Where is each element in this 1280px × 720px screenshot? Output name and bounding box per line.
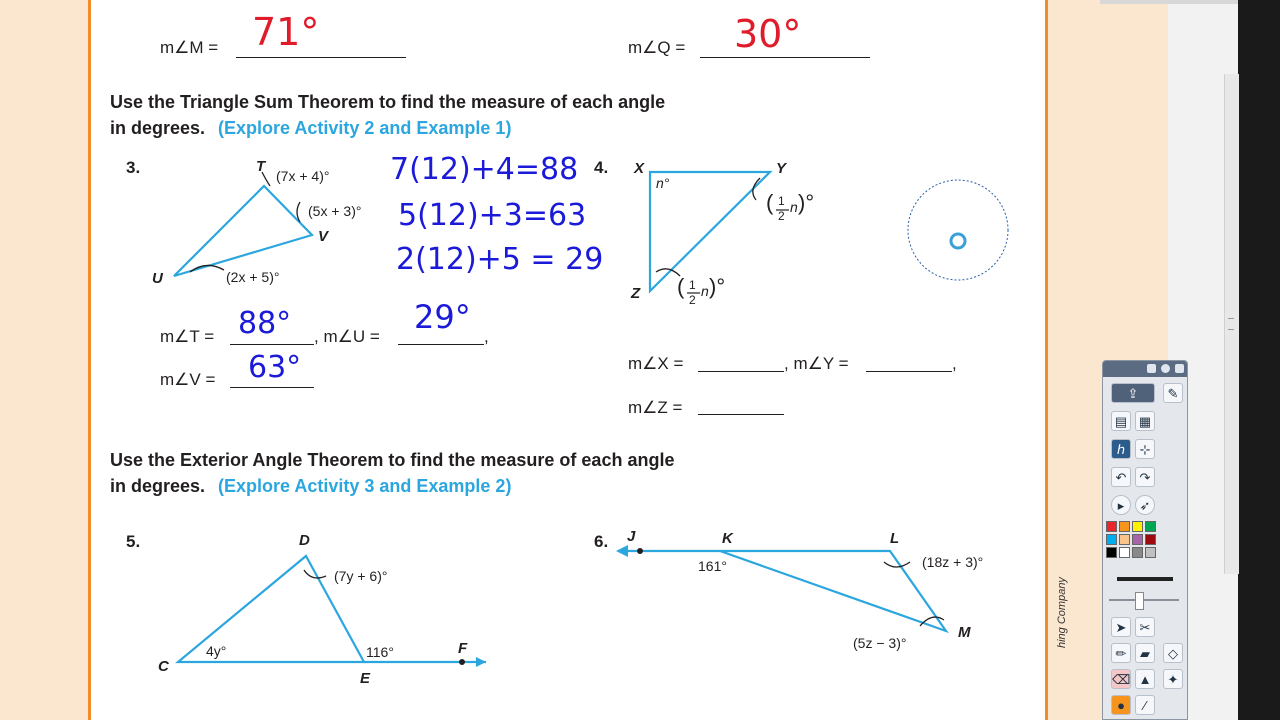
stroke-size-indicator xyxy=(1117,577,1173,581)
vertex-x-label: X xyxy=(634,160,645,177)
m-q-handwritten-answer: 30° xyxy=(734,12,802,56)
stamp-icon[interactable]: ▲ xyxy=(1135,669,1155,689)
screen-share-icon[interactable]: ⇪ xyxy=(1111,383,1155,403)
ans-v-label: m∠V = xyxy=(160,370,216,389)
problem5-number: 5. xyxy=(126,532,141,551)
angle-z-paren-open: ( xyxy=(677,274,685,299)
vertex-u-label: U xyxy=(152,270,163,287)
angle-y-numerator: 1 xyxy=(778,194,785,208)
point-j xyxy=(637,548,643,554)
play-icon[interactable]: ▸ xyxy=(1111,495,1131,515)
fill-icon[interactable]: ● xyxy=(1111,695,1131,715)
menu-icon[interactable] xyxy=(1161,364,1170,373)
slider-thumb[interactable] xyxy=(1135,592,1144,610)
ans-u-label: , m∠U = xyxy=(314,327,380,346)
color-green[interactable] xyxy=(1145,521,1156,532)
angle-c-expression: 4y° xyxy=(206,643,227,659)
section1-heading-line1: Use the Triangle Sum Theorem to find the measure of each angle xyxy=(110,92,666,112)
pen-icon[interactable]: ✏ xyxy=(1111,643,1131,663)
color-peach[interactable] xyxy=(1119,534,1130,545)
section1-reference-link[interactable]: (Explore Activity 2 and Example 1) xyxy=(218,118,512,138)
color-red[interactable] xyxy=(1106,521,1117,532)
shape-icon[interactable]: ◇ xyxy=(1163,643,1183,663)
color-gray[interactable] xyxy=(1132,547,1143,558)
angle-v-expression: (5x + 3)° xyxy=(308,203,362,219)
undo-icon[interactable]: ↶ xyxy=(1111,467,1131,487)
angle-y-denominator: 2 xyxy=(778,209,785,223)
ans-t-line xyxy=(230,344,314,345)
vertex-y-label: Y xyxy=(776,160,787,177)
loading-cursor xyxy=(951,234,965,248)
eraser-icon[interactable]: ⌫ xyxy=(1111,669,1131,689)
line-icon[interactable]: ∕ xyxy=(1135,695,1155,715)
angle-z-paren-close: )° xyxy=(709,274,726,299)
redo-icon[interactable]: ↷ xyxy=(1135,467,1155,487)
ans-z-line xyxy=(698,414,784,415)
pen-settings-icon[interactable]: ✎ xyxy=(1163,383,1183,403)
color-orange[interactable] xyxy=(1119,521,1130,532)
angle-y-variable: n xyxy=(790,199,798,215)
work-line-1: 7(12)+4=88 xyxy=(390,152,579,187)
toolbar-titlebar[interactable] xyxy=(1103,361,1187,377)
problem4-number: 4. xyxy=(594,158,609,177)
vertex-e-label: E xyxy=(360,670,371,687)
ans-u-line xyxy=(398,344,484,345)
angle-t-expression: (7x + 4)° xyxy=(276,168,330,184)
angle-y-paren-open: ( xyxy=(766,190,774,215)
ans-x-line xyxy=(698,371,784,372)
work-line-3: 2(12)+5 = 29 xyxy=(396,242,604,277)
angle-z-numerator: 1 xyxy=(689,278,696,292)
page-icon[interactable]: ▤ xyxy=(1111,411,1131,431)
vertex-v-label: V xyxy=(318,228,329,245)
angle-z-denominator: 2 xyxy=(689,293,696,307)
publisher-watermark: hing Company xyxy=(1056,577,1068,648)
vertex-t-label: T xyxy=(256,158,266,175)
color-black[interactable] xyxy=(1106,547,1117,558)
ans-y-trailing-comma: , xyxy=(952,354,957,373)
ans-v-handwritten: 63° xyxy=(248,350,302,385)
section2-heading-line1: Use the Exterior Angle Theorem to find the measure of each angle xyxy=(110,450,675,470)
triangle-klm xyxy=(720,551,946,631)
color-purple[interactable] xyxy=(1132,534,1143,545)
ans-y-label: , m∠Y = xyxy=(784,354,849,373)
color-white[interactable] xyxy=(1119,547,1130,558)
handwriting-icon[interactable]: ℎ xyxy=(1111,439,1131,459)
triangle-tuv xyxy=(174,186,312,276)
vertex-k-label: K xyxy=(722,530,733,547)
vertex-m-label: M xyxy=(958,624,971,641)
slider-icon[interactable] xyxy=(1109,599,1179,601)
ans-x-label: m∠X = xyxy=(628,354,684,373)
close-icon[interactable] xyxy=(1175,364,1184,373)
minimize-icon[interactable] xyxy=(1147,364,1156,373)
vertex-j-label: J xyxy=(627,528,636,545)
vertex-c-label: C xyxy=(158,658,169,675)
cursor-icon[interactable]: ➶ xyxy=(1135,495,1155,515)
problem6-number: 6. xyxy=(594,532,609,551)
highlighter-icon[interactable]: ▰ xyxy=(1135,643,1155,663)
vertex-f-label: F xyxy=(458,640,468,657)
select-tool-icon[interactable]: ⊹ xyxy=(1135,439,1155,459)
angle-z-variable: n xyxy=(701,283,709,299)
angle-d-expression: (7y + 6)° xyxy=(334,568,388,584)
ans-v-line xyxy=(230,387,314,388)
angle-k-expression: 161° xyxy=(698,558,727,574)
pointer-icon[interactable]: ➤ xyxy=(1111,617,1131,637)
tools-icon[interactable]: ✂ xyxy=(1135,617,1155,637)
ans-t-label: m∠T = xyxy=(160,327,215,346)
vertex-z-label: Z xyxy=(631,285,641,302)
section2-heading-line2: in degrees. xyxy=(110,476,206,496)
vertex-l-label: L xyxy=(890,530,900,547)
ans-u-trailing-comma: , xyxy=(484,327,489,346)
angle-l-expression: (18z + 3)° xyxy=(922,554,984,570)
work-line-2: 5(12)+3=63 xyxy=(398,198,587,233)
section1-heading-line2: in degrees. xyxy=(110,118,206,138)
color-yellow[interactable] xyxy=(1132,521,1143,532)
magic-pen-icon[interactable]: ✦ xyxy=(1163,669,1183,689)
m-m-label: m∠M = xyxy=(160,38,219,57)
id-card-icon[interactable]: ▦ xyxy=(1135,411,1155,431)
angle-x-expression: n° xyxy=(656,175,670,191)
ans-z-label: m∠Z = xyxy=(628,398,683,417)
cursor-spotlight xyxy=(908,180,1008,280)
annotation-toolbar[interactable] xyxy=(1102,360,1188,720)
angle-u-expression: (2x + 5)° xyxy=(226,269,280,285)
point-f xyxy=(459,659,465,665)
ray-kj-arrowhead xyxy=(616,545,628,557)
ans-t-handwritten: 88° xyxy=(238,306,292,341)
angle-y-paren-close: )° xyxy=(798,190,815,215)
angle-e-expression: 116° xyxy=(366,644,394,660)
ray-ef-arrowhead xyxy=(476,657,486,667)
angle-m-expression: (5z − 3)° xyxy=(853,635,907,651)
problem3-number: 3. xyxy=(126,158,141,177)
m-m-handwritten-answer: 71° xyxy=(252,10,320,54)
color-silver[interactable] xyxy=(1145,547,1156,558)
color-cyan[interactable] xyxy=(1106,534,1117,545)
color-maroon[interactable] xyxy=(1145,534,1156,545)
m-q-label: m∠Q = xyxy=(628,38,686,57)
section2-reference-link[interactable]: (Explore Activity 3 and Example 2) xyxy=(218,476,512,496)
ans-u-handwritten: 29° xyxy=(414,298,471,336)
vertex-d-label: D xyxy=(299,532,310,549)
ans-y-line xyxy=(866,371,952,372)
